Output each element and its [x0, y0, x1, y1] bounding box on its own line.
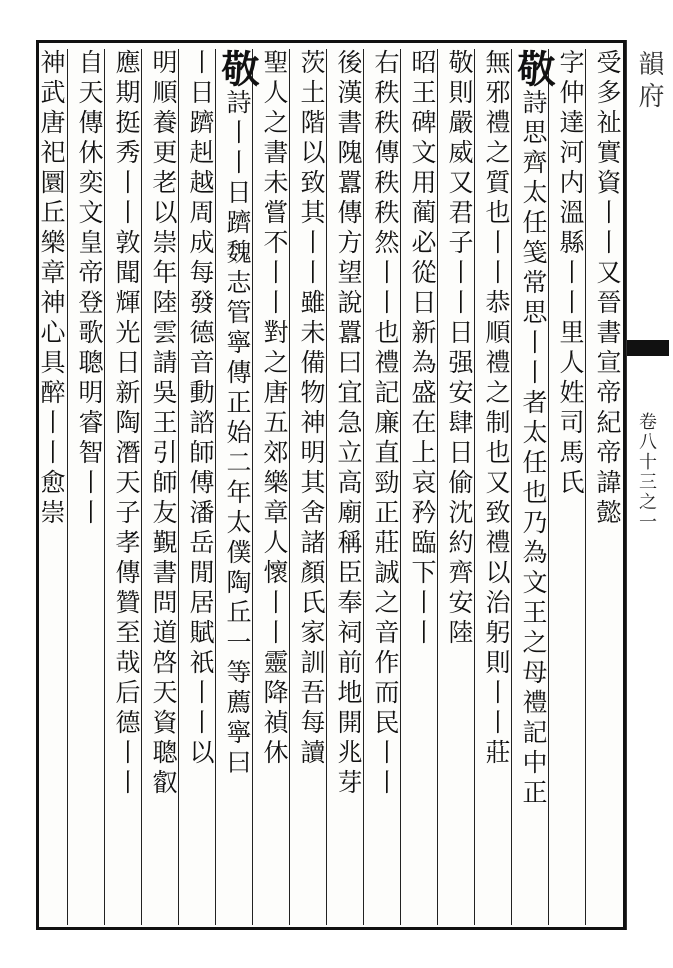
text-column-7 — [363, 49, 406, 925]
book-title: 韻府 — [634, 50, 664, 114]
column-text: 聖人之書未嘗不丨丨對之唐五郊樂章人懷丨丨靈降禎休 — [260, 49, 289, 769]
text-column-6 — [400, 49, 443, 925]
text-column-13 — [141, 49, 184, 925]
heading-glyph: 敬 — [215, 49, 260, 89]
column-text: 字仲達河内溫縣丨丨里人姓司馬氏 — [556, 49, 585, 499]
text-column-14 — [104, 49, 147, 925]
fishtail-mark — [627, 340, 669, 356]
text-column-2 — [548, 49, 591, 925]
volume-label: 卷八十三之一 — [636, 412, 657, 532]
text-column-8 — [326, 49, 369, 925]
column-text: 昭王碑文用蔺必從日新為盛在上哀矜臨下丨丨 — [408, 49, 437, 649]
column-text: 詩丨丨日躋魏志管寧傳正始二年太僕陶丘一等薦寧曰 — [223, 89, 252, 779]
text-column-15 — [67, 49, 110, 925]
column-text: 詩思齊太任笺常思丨丨者太任也乃為文王之母禮記中正 — [519, 89, 548, 809]
text-column-1 — [585, 49, 628, 925]
column-text: 敬則嚴威又君子丨丨日强安肆日偷沈約齊安陸 — [445, 49, 474, 649]
column-text: 應期挺秀丨丨敦聞輝光日新陶潛天子孝傳贊至哉后德丨丨 — [112, 49, 141, 799]
text-column-12 — [178, 49, 221, 925]
column-text: 自天傳休奕文皇帝登歌聰明睿智丨丨 — [75, 49, 104, 529]
column-text: 後漢書隗囂傳方望說囂曰宜急立高廟稱臣奉祠前地開兆芽 — [334, 49, 363, 799]
column-text: 茨土階以致其丨丨雖未備物神明其舍諸顏氏家訓吾每讀 — [297, 49, 326, 769]
column-text: 明順養更老以崇年陸雲請吳王引師友覲書問道啓天資聰叡 — [149, 49, 178, 799]
column-text: 無邪禮之質也丨丨恭順禮之制也又致禮以治躬則丨丨莊 — [482, 49, 511, 769]
heading-glyph: 敬 — [511, 49, 556, 89]
text-column-3 — [511, 49, 554, 925]
page-frame — [36, 40, 626, 930]
text-column-10 — [252, 49, 295, 925]
column-text: 右秩秩傳秩秩然丨丨也禮記廉直勁正莊誠之音作而民丨丨 — [371, 49, 400, 799]
text-column-11 — [215, 49, 258, 925]
column-text: 受多祉實資丨丨又晉書宣帝紀帝諱懿 — [593, 49, 622, 529]
text-column-9 — [289, 49, 332, 925]
column-text: 丨日躋赳越周成每發德音動諮師傅潘岳閒居賦祇丨丨以 — [186, 49, 215, 769]
column-text: 神武唐祀圜丘樂章神心具醉丨丨愈崇 — [37, 49, 66, 529]
page-margin — [626, 40, 669, 930]
text-column-16 — [30, 49, 72, 925]
text-column-5 — [437, 49, 480, 925]
text-column-4 — [474, 49, 517, 925]
